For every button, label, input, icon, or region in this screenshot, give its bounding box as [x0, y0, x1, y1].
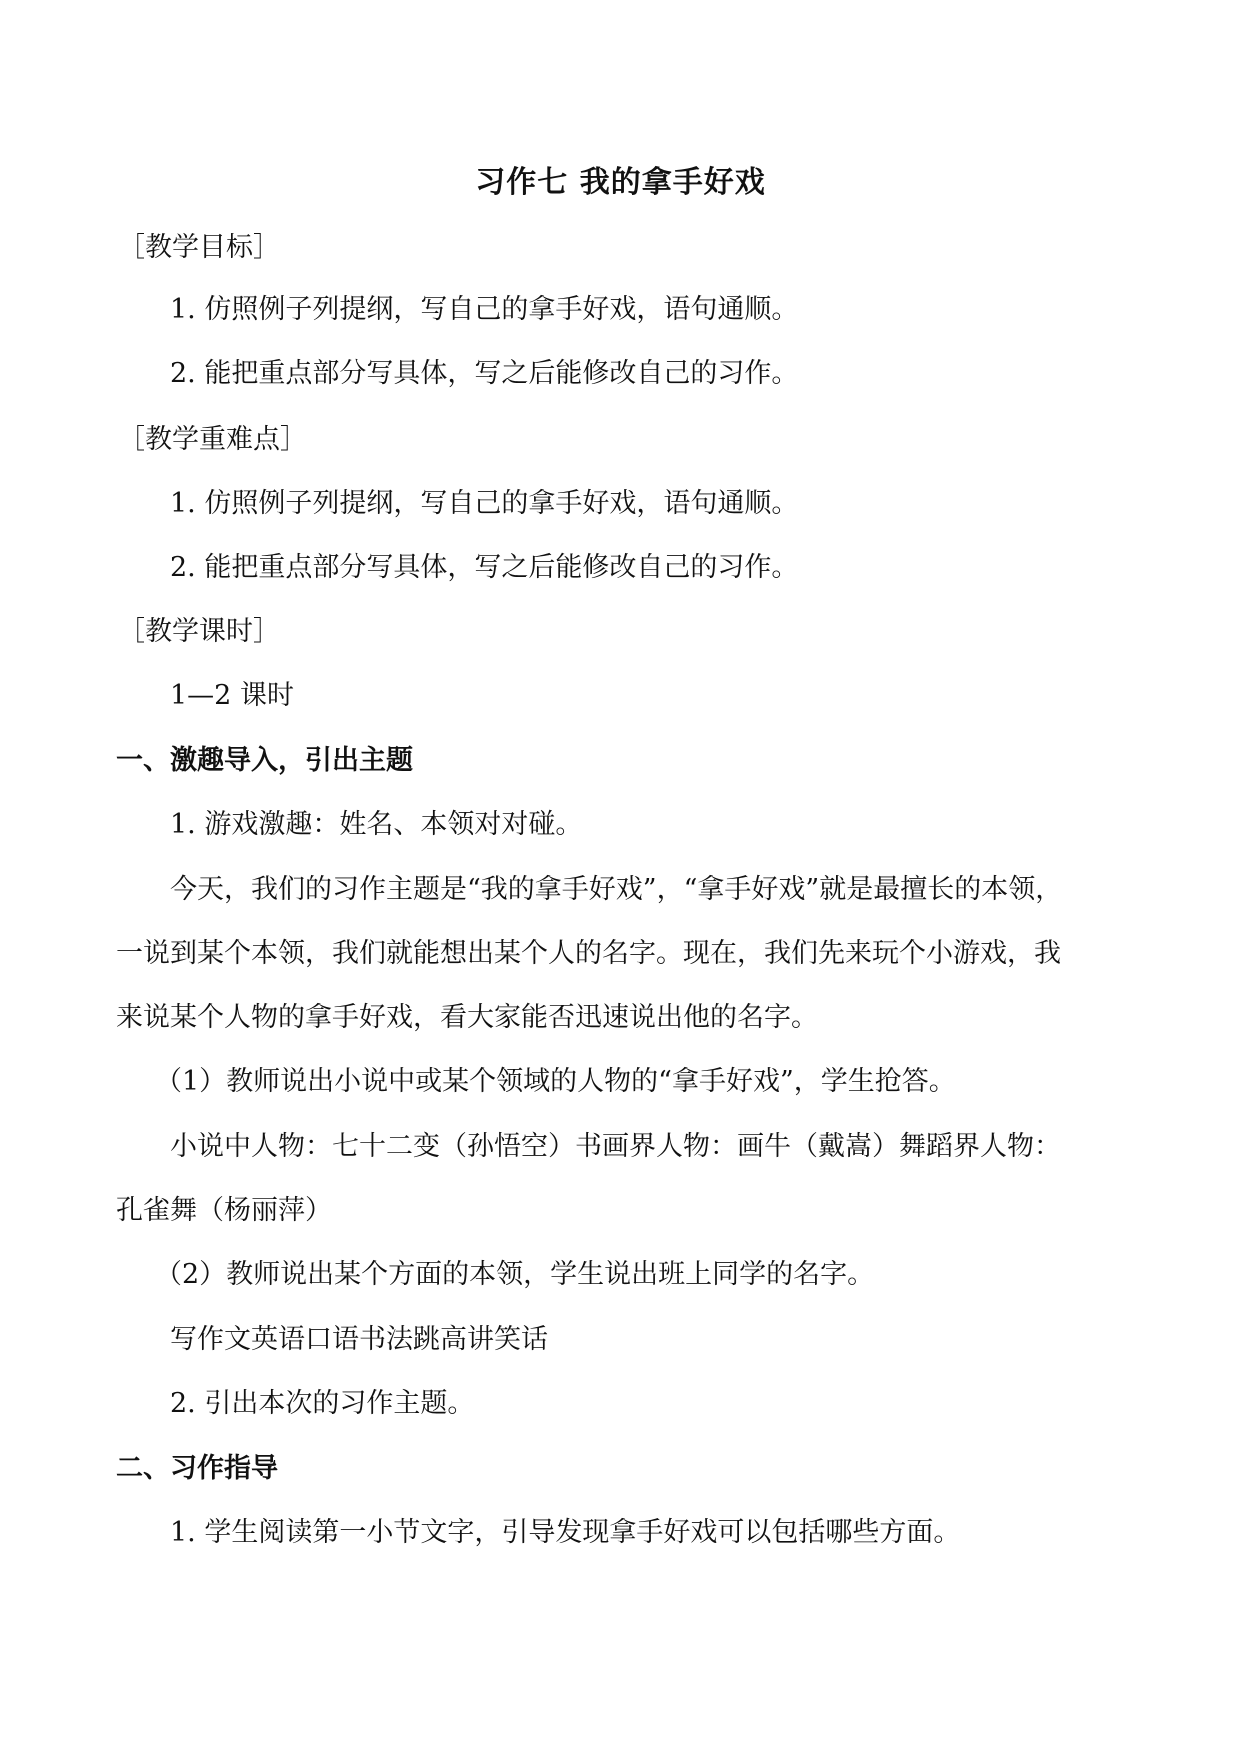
paragraph-line-3: 来说某个人物的拿手好戏，看大家能否迅速说出他的名字。	[116, 1002, 818, 1033]
examples-line-2: 孔雀舞（杨丽萍）	[116, 1195, 332, 1226]
sub-step-2: （2）教师说出某个方面的本领，学生说出班上同学的名字。	[155, 1259, 875, 1290]
examples-line-1: 小说中人物：七十二变（孙悟空）书画界人物：画牛（戴嵩）舞蹈界人物：	[170, 1131, 1061, 1162]
sub-step-1: （1）教师说出小说中或某个领域的人物的“拿手好戏”，学生抢答。	[155, 1066, 956, 1097]
page-title: 习作七 我的拿手好戏	[475, 165, 766, 200]
key-points-heading: ［教学重难点］	[118, 424, 307, 455]
paragraph-line-2: 一说到某个本领，我们就能想出某个人的名字。现在，我们先来玩个小游戏，我	[116, 938, 1061, 969]
guidance-step-1: 1. 学生阅读第一小节文字，引导发现拿手好戏可以包括哪些方面。	[170, 1517, 961, 1548]
key-point-item-2: 2. 能把重点部分写具体，写之后能修改自己的习作。	[170, 552, 799, 583]
step-game: 1. 游戏激趣：姓名、本领对对碰。	[170, 809, 583, 840]
section-heading-2: 二、习作指导	[116, 1453, 278, 1484]
skills-list: 写作文英语口语书法跳高讲笑话	[170, 1324, 548, 1355]
objective-item-2: 2. 能把重点部分写具体，写之后能修改自己的习作。	[170, 358, 799, 389]
step-theme: 2. 引出本次的习作主题。	[170, 1388, 475, 1419]
periods-heading: ［教学课时］	[118, 616, 280, 647]
paragraph-line-1: 今天，我们的习作主题是“我的拿手好戏”，“拿手好戏”就是最擅长的本领，	[170, 874, 1063, 905]
objectives-heading: ［教学目标］	[118, 232, 280, 263]
periods-value: 1—2 课时	[170, 680, 294, 711]
objective-item-1: 1. 仿照例子列提纲，写自己的拿手好戏，语句通顺。	[170, 294, 799, 325]
key-point-item-1: 1. 仿照例子列提纲，写自己的拿手好戏，语句通顺。	[170, 488, 799, 519]
section-heading-1: 一、激趣导入，引出主题	[116, 745, 413, 776]
